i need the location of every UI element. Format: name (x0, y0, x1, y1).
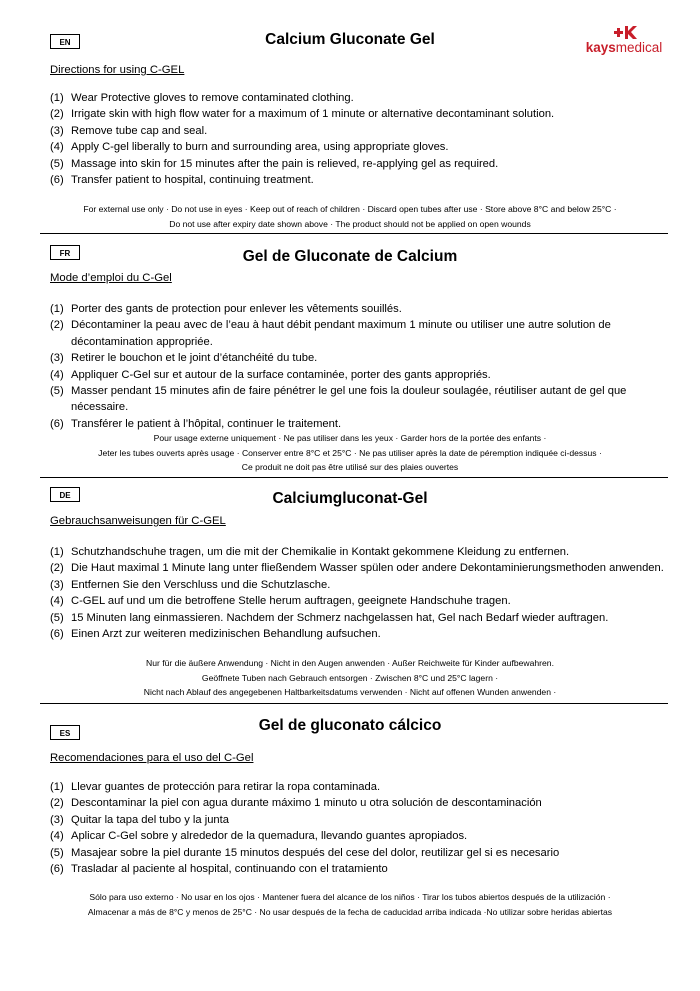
note-line: Nicht nach Ablauf des angegebenen Haltbarkeitsdatums verwenden · Nicht auf offenen Wunden anwenden · (143, 687, 557, 697)
logo-brand-light: medical (615, 40, 663, 55)
usage-notes-es (0, 890, 700, 919)
step-number: (3) (50, 813, 64, 826)
step-text: Masajear sobre la piel durante 15 minutos después del cese del dolor, reutilizar gel si es necesario (71, 846, 560, 859)
step-number: (1) (50, 303, 64, 315)
language-tag-en: EN (50, 34, 80, 49)
list-item (50, 626, 670, 642)
note-line: Pour usage externe uniquement · Ne pas utiliser dans les yeux · Garder hors de la portée des enfants · (153, 433, 547, 443)
steps-list-es (50, 779, 670, 877)
language-tag-fr: FR (50, 245, 80, 260)
list-item (50, 416, 670, 432)
list-item (50, 139, 670, 155)
language-tag-es: ES (50, 725, 80, 740)
step-text: Porter des gants de protection pour enlever les vêtements souillés. (71, 303, 402, 315)
step-number: (3) (50, 124, 64, 137)
note-line: Geöffnete Tuben nach Gebrauch entsorgen · Zwischen 8°C und 25°C lagern · (201, 672, 499, 683)
list-item (50, 828, 670, 844)
step-number: (6) (50, 628, 64, 641)
step-number: (6) (50, 863, 64, 876)
section-title-es: Gel de gluconato cálcico (258, 717, 442, 734)
section-title-fr: Gel de Gluconate de Calcium (242, 248, 458, 265)
list-item (50, 90, 670, 106)
step-number: (5) (50, 385, 64, 398)
step-number: (2) (50, 319, 64, 332)
step-text: Décontaminer la peau avec de l’eau à haut débit pendant maximum 1 minute ou utiliser une autre solution de décontamination appropriée. (71, 319, 611, 348)
step-number: (4) (50, 830, 64, 843)
list-item (50, 610, 670, 626)
list-item (50, 123, 670, 139)
step-text: Wear Protective gloves to remove contaminated clothing. (71, 92, 354, 104)
step-text: Masser pendant 15 minutes afin de faire pénétrer le gel une fois la douleur soulagée, réutiliser autant de gel que nécessaire. (71, 385, 627, 414)
step-text: Schutzhandschuhe tragen, um die mit der Chemikalie in Kontakt gekommene Kleidung zu entfernen. (71, 546, 570, 558)
note-line: Do not use after expiry date shown above · The product should not be applied on open wounds (169, 218, 531, 229)
step-text: Quitar la tapa del tubo y la junta (71, 813, 229, 826)
step-text: Descontaminar la piel con agua durante máximo 1 minuto u otra solución de descontaminación (71, 797, 542, 810)
steps-list-de (50, 544, 670, 642)
section-subtitle-en: Directions for using C-GEL (50, 64, 185, 76)
step-number: (3) (50, 352, 64, 365)
steps-list-en (50, 90, 670, 188)
note-line: Nur für die äußere Anwendung · Nicht in den Augen anwenden · Außer Reichweite für Kinder aufbewahren. (146, 658, 554, 668)
section-subtitle-de: Gebrauchsanweisungen für C-GEL (50, 515, 226, 527)
step-number: (5) (50, 611, 64, 624)
step-number: (3) (50, 578, 64, 591)
step-text: 15 Minuten lang einmassieren. Nachdem der Schmerz nachgelassen hat, Gel nach Bedarf wieder auftragen. (71, 611, 609, 624)
step-text: Llevar guantes de protección para retirar la ropa contaminada. (71, 781, 381, 793)
step-text: Entfernen Sie den Verschluss und die Schutzlasche. (71, 578, 331, 591)
note-line: Jeter les tubes ouverts après usage · Conserver entre 8°C et 25°C · Ne pas utiliser après la date de péremption indiquée ci-dessus · (98, 447, 602, 458)
section-title-en: Calcium Gluconate Gel (265, 31, 435, 48)
step-number: (6) (50, 417, 64, 430)
section-subtitle-es: Recomendaciones para el uso del C-Gel (50, 752, 254, 764)
language-tag-de: DE (50, 487, 80, 502)
usage-notes-fr (0, 431, 700, 475)
list-item (50, 106, 670, 122)
list-item (50, 156, 670, 172)
step-number: (4) (50, 368, 64, 381)
usage-notes-en (0, 202, 700, 231)
step-text: Massage into skin for 15 minutes after the pain is relieved, re-applying gel as required. (71, 157, 499, 170)
step-number: (2) (50, 797, 64, 810)
step-number: (6) (50, 174, 64, 187)
list-item (50, 845, 670, 861)
list-item (50, 301, 670, 317)
step-number: (4) (50, 141, 64, 154)
list-item (50, 795, 670, 811)
steps-list-fr (50, 301, 670, 432)
section-divider (40, 703, 668, 704)
step-text: C-GEL auf und um die betroffene Stelle herum auftragen, geeignete Handschuhe tragen. (71, 595, 511, 608)
note-line: Sólo para uso externo · No usar en los ojos · Mantener fuera del alcance de los niños · Tirar los tubos abiertos después de la utilización · (89, 892, 611, 902)
list-item (50, 172, 670, 188)
step-number: (5) (50, 846, 64, 859)
list-item (50, 560, 670, 576)
note-line: For external use only · Do not use in eyes · Keep out of reach of children · Discard open tubes after use · Store above 8°C and below 25°C · (83, 204, 617, 214)
step-number: (2) (50, 108, 64, 121)
section-subtitle-fr: Mode d’emploi du C-Gel (50, 272, 172, 284)
list-item (50, 317, 670, 350)
list-item (50, 779, 670, 795)
list-item (50, 544, 670, 560)
section-divider (40, 233, 668, 234)
section-divider (40, 477, 668, 478)
list-item (50, 383, 670, 416)
step-text: Retirer le bouchon et le joint d’étanchéité du tube. (71, 352, 318, 365)
list-item (50, 350, 670, 366)
step-text: Trasladar al paciente al hospital, continuando con el tratamiento (71, 863, 388, 876)
step-number: (4) (50, 595, 64, 608)
step-text: Transfer patient to hospital, continuing treatment. (71, 174, 314, 187)
usage-notes-de (0, 656, 700, 700)
section-title-de: Calciumgluconat-Gel (272, 490, 428, 507)
list-item (50, 593, 670, 609)
list-item (50, 577, 670, 593)
step-text: Die Haut maximal 1 Minute lang unter fließendem Wasser spülen oder andere Dekontaminierungsmethoden anwenden. (71, 562, 664, 575)
step-text: Transférer le patient à l’hôpital, continuer le traitement. (71, 417, 342, 430)
step-number: (2) (50, 562, 64, 575)
step-text: Aplicar C-Gel sobre y alrededor de la quemadura, llevando guantes apropiados. (71, 830, 468, 843)
step-text: Irrigate skin with high flow water for a maximum of 1 minute or alternative decontaminant solution. (71, 108, 555, 121)
step-text: Einen Arzt zur weiteren medizinischen Behandlung aufsuchen. (71, 628, 381, 641)
logo-brand-bold: kays (585, 40, 616, 55)
list-item (50, 861, 670, 877)
step-text: Appliquer C-Gel sur et autour de la surface contaminée, porter des gants appropriés. (71, 368, 491, 381)
step-number: (5) (50, 157, 64, 170)
step-text: Apply C-gel liberally to burn and surrounding area, using appropriate gloves. (71, 141, 449, 154)
list-item (50, 367, 670, 383)
step-number: (1) (50, 92, 64, 104)
list-item (50, 812, 670, 828)
step-number: (1) (50, 781, 64, 793)
note-line: Almacenar a más de 8°C y menos de 25°C · No usar después de la fecha de caducidad arriba indicada ·No utilizar sobre heridas abiertas (87, 906, 613, 917)
note-line: Ce produit ne doit pas être utilisé sur des plaies ouvertes (241, 462, 459, 472)
step-number: (1) (50, 546, 64, 558)
step-text: Remove tube cap and seal. (71, 124, 208, 137)
